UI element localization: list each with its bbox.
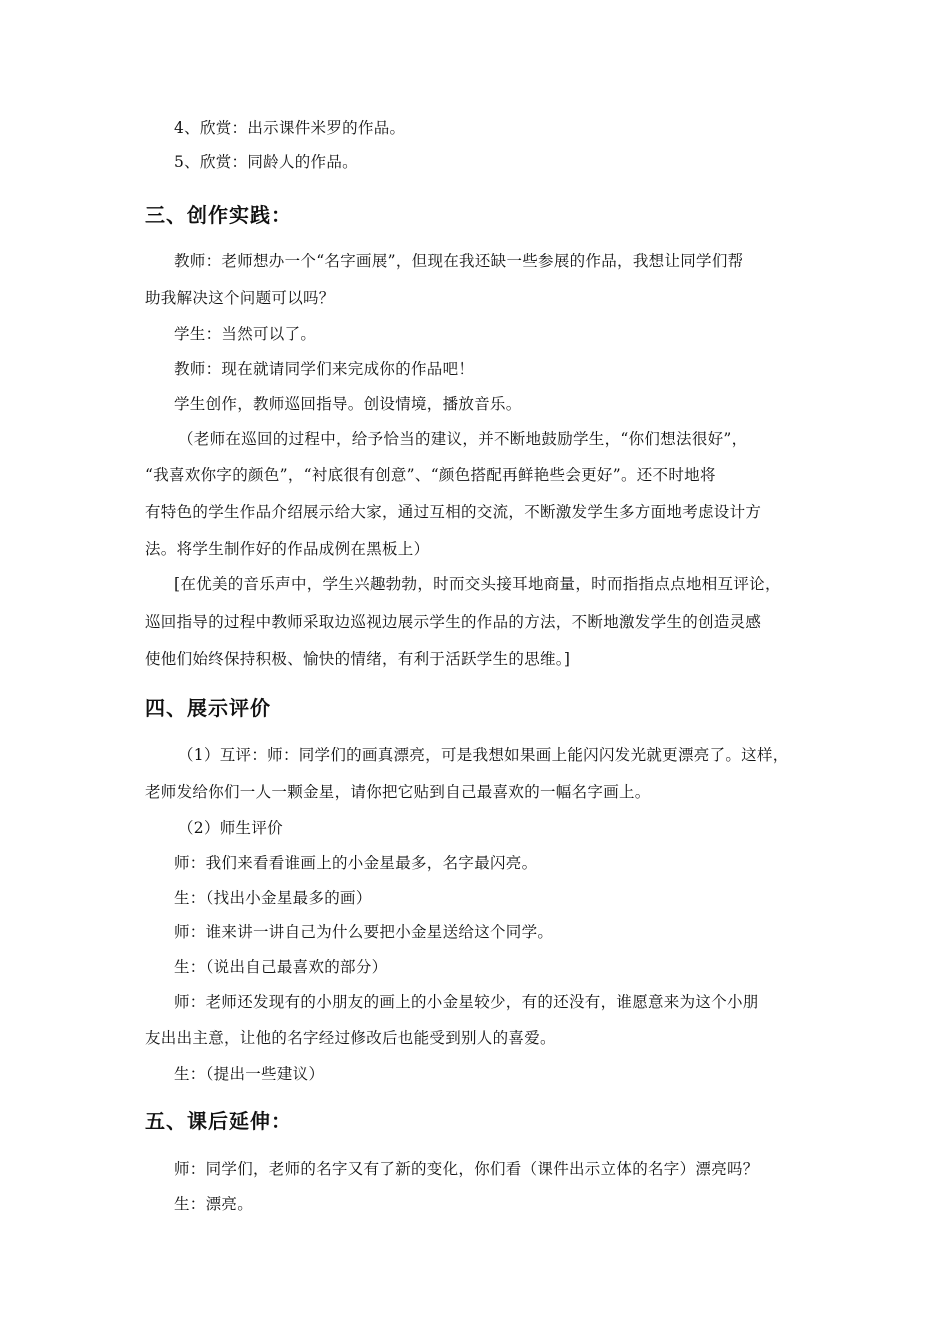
paragraph-line: 师：谁来讲一讲自己为什么要把小金星送给这个同学。 xyxy=(174,923,554,941)
paragraph-line: “我喜欢你字的颜色”，“衬底很有创意”、“颜色搭配再鲜艳些会更好”。还不时地将 xyxy=(145,466,716,484)
paragraph-line: 师：老师还发现有的小朋友的画上的小金星较少，有的还没有，谁愿意来为这个小朋 xyxy=(174,993,759,1011)
paragraph-line: 巡回指导的过程中教师采取边巡视边展示学生的作品的方法，不断地激发学生的创造灵感 xyxy=(145,613,762,631)
paragraph-line: 学生创作，教师巡回指导。创设情境，播放音乐。 xyxy=(174,395,522,413)
paragraph-line: 助我解决这个问题可以吗？ xyxy=(145,289,335,307)
paragraph-line: 有特色的学生作品介绍展示给大家，通过互相的交流，不断激发学生多方面地考虑设计方 xyxy=(145,503,762,521)
paragraph-line: （2）师生评价 xyxy=(178,819,283,837)
paragraph-line: 生：（提出一些建议） xyxy=(174,1065,325,1083)
paragraph-line: 生：（说出自己最喜欢的部分） xyxy=(174,958,388,976)
list-item-4: 4、欣赏：出示课件米罗的作品。 xyxy=(174,119,406,137)
paragraph-line: 友出出主意，让他的名字经过修改后也能受到别人的喜爱。 xyxy=(145,1029,556,1047)
paragraph-line: 使他们始终保持积极、愉快的情绪，有利于活跃学生的思维。] xyxy=(145,650,571,668)
paragraph-line: （1）互评：师：同学们的画真漂亮，可是我想如果画上能闪闪发光就更漂亮了。这样， xyxy=(178,746,789,764)
paragraph-line: 生：漂亮。 xyxy=(174,1195,254,1213)
section-heading-4: 四、展示评价 xyxy=(145,696,271,720)
paragraph-line: 教师：现在就请同学们来完成你的作品吧！ xyxy=(174,360,475,378)
section-heading-5: 五、课后延伸： xyxy=(145,1109,292,1133)
paragraph-line: 师：我们来看看谁画上的小金星最多，名字最闪亮。 xyxy=(174,854,538,872)
paragraph-line: [在优美的音乐声中，学生兴趣勃勃，时而交头接耳地商量，时而指指点点地相互评论， xyxy=(174,575,781,593)
list-item-5: 5、欣赏：同龄人的作品。 xyxy=(174,153,358,171)
paragraph-line: 学生：当然可以了。 xyxy=(174,325,317,343)
paragraph-line: 法。将学生制作好的作品成例在黑板上） xyxy=(145,540,430,558)
paragraph-line: （老师在巡回的过程中，给予恰当的建议，并不断地鼓励学生，“你们想法很好”， xyxy=(178,430,748,448)
paragraph-line: 师：同学们，老师的名字又有了新的变化，你们看（课件出示立体的名字）漂亮吗？ xyxy=(174,1160,759,1178)
paragraph-line: 生：（找出小金星最多的画） xyxy=(174,889,372,907)
paragraph-line: 教师：老师想办一个“名字画展”，但现在我还缺一些参展的作品，我想让同学们帮 xyxy=(174,252,744,270)
section-heading-3: 三、创作实践： xyxy=(145,203,292,227)
paragraph-line: 老师发给你们一人一颗金星，请你把它贴到自己最喜欢的一幅名字画上。 xyxy=(145,783,651,801)
